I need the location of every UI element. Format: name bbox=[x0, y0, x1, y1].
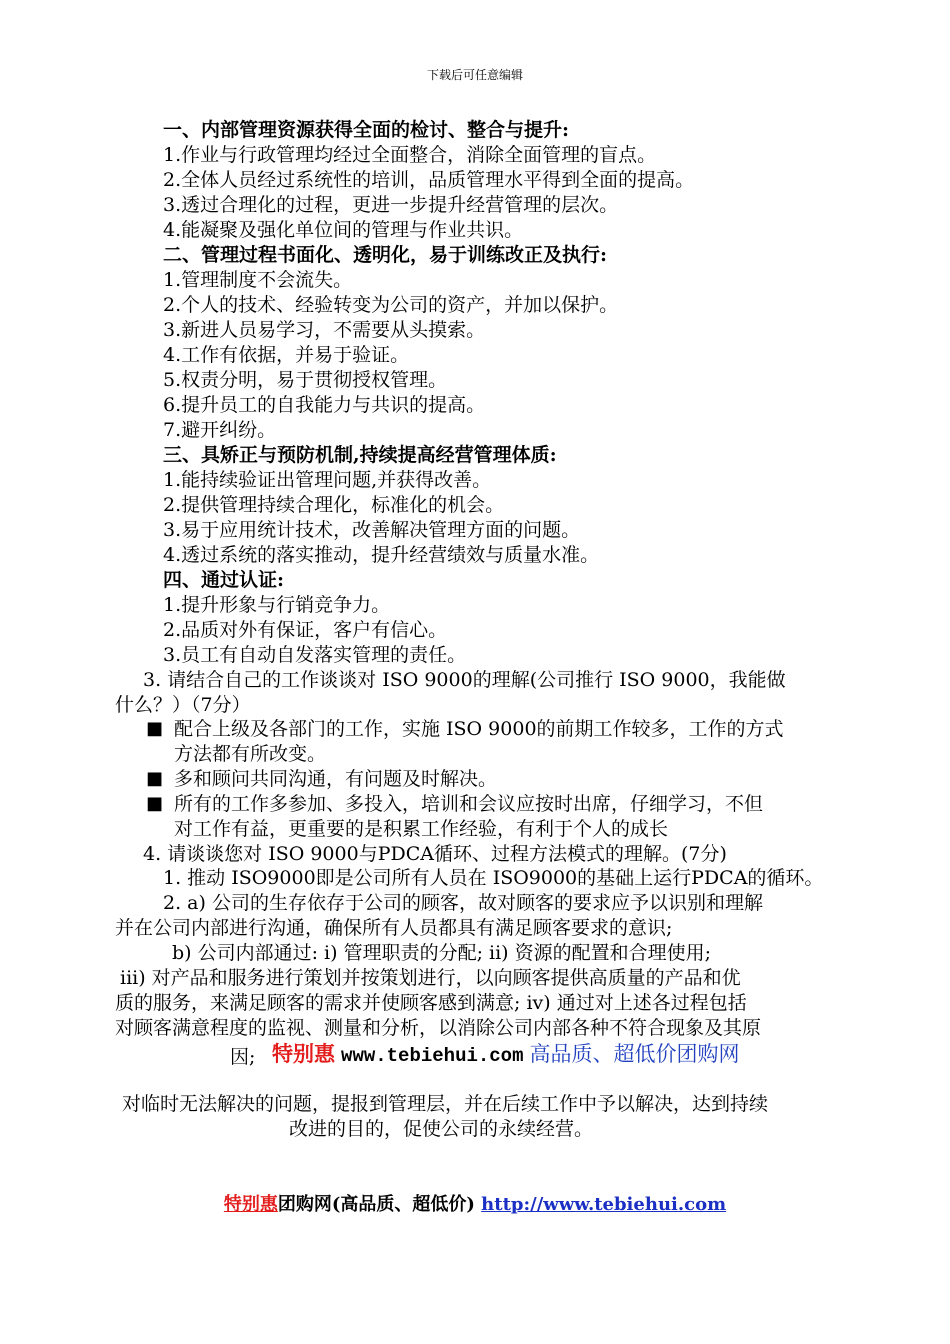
question4-paragraph: 因; bbox=[230, 1046, 256, 1068]
question4-paragraph: 质的服务，来满足顾客的需求并使顾客感到满意; iv) 通过对上述各过程包括 bbox=[115, 992, 747, 1014]
banner-url[interactable]: www.tebiehui.com bbox=[341, 1045, 524, 1067]
question4-paragraph: 并在公司内部进行沟通，确保所有人员都具有满足顾客要求的意识; bbox=[115, 917, 673, 939]
question3-bullet-text: 方法都有所改变。 bbox=[174, 743, 327, 765]
question4-paragraph: 1. 推动 ISO9000即是公司所有人员在 ISO9000的基础上运行PDCA的循环。 bbox=[163, 867, 824, 889]
question3-line1: 3. 请结合自己的工作谈谈对 ISO 9000的理解(公司推行 ISO 9000，我能做 bbox=[143, 669, 786, 691]
page-header: 下载后可任意编辑 bbox=[426, 68, 523, 82]
question4-paragraph: 对临时无法解决的问题，提报到管理层，并在后续工作中予以解决，达到持续 bbox=[122, 1093, 769, 1115]
section1-item: 1.作业与行政管理均经过全面整合，消除全面管理的盲点。 bbox=[163, 144, 657, 166]
section4-item: 2.品质对外有保证，客户有信心。 bbox=[163, 619, 448, 641]
footer bbox=[0, 1190, 950, 1216]
bullet-square-icon: ■ bbox=[146, 768, 164, 789]
section2-item: 4.工作有依据，并易于验证。 bbox=[163, 344, 410, 366]
section2-item: 2.个人的技术、经验转变为公司的资产，并加以保护。 bbox=[163, 294, 619, 316]
bullet-square-icon: ■ bbox=[146, 793, 164, 814]
section2-item: 1.管理制度不会流失。 bbox=[163, 269, 353, 291]
footer-brand[interactable]: 特别惠 bbox=[223, 1194, 278, 1215]
section4-title: 四、通过认证: bbox=[163, 569, 285, 591]
question4-paragraph: b) 公司内部通过: i) 管理职责的分配; ii) 资源的配置和合理使用; bbox=[172, 942, 712, 964]
question4-paragraph: 对顾客满意程度的监视、测量和分析，以消除公司内部各种不符合现象及其原 bbox=[115, 1017, 762, 1039]
section1-item: 4.能凝聚及强化单位间的管理与作业共识。 bbox=[163, 219, 524, 241]
section4-item: 3.员工有自动自发落实管理的责任。 bbox=[163, 644, 467, 666]
section3-item: 3.易于应用统计技术，改善解决管理方面的问题。 bbox=[163, 519, 581, 541]
section4-item: 1.提升形象与行销竞争力。 bbox=[163, 594, 391, 616]
banner-slogan: 高品质、超低价团购网 bbox=[529, 1042, 740, 1066]
footer-text: 团购网(高品质、超低价) bbox=[277, 1194, 482, 1215]
question3-bullet-text: 配合上级及各部门的工作，实施 ISO 9000的前期工作较多，工作的方式 bbox=[174, 718, 784, 740]
ad-banner bbox=[272, 1042, 740, 1068]
section2-item: 6.提升员工的自我能力与共识的提高。 bbox=[163, 394, 486, 416]
question3-line2: 什么？）（7分） bbox=[115, 694, 251, 716]
section3-item: 2.提供管理持续合理化，标准化的机会。 bbox=[163, 494, 505, 516]
section2-item: 3.新进人员易学习，不需要从头摸索。 bbox=[163, 319, 486, 341]
section1-item: 3.透过合理化的过程，更进一步提升经营管理的层次。 bbox=[163, 194, 619, 216]
question3-bullet-text: 对工作有益，更重要的是积累工作经验，有利于个人的成长 bbox=[174, 818, 669, 840]
question4-title: 4. 请谈谈您对 ISO 9000与PDCA循环、过程方法模式的理解。(7分) bbox=[143, 843, 727, 865]
question4-paragraph: iii) 对产品和服务进行策划并按策划进行，以向顾客提供高质量的产品和优 bbox=[120, 967, 741, 989]
section3-title: 三、具矫正与预防机制,持续提高经营管理体质: bbox=[163, 444, 557, 466]
section1-title: 一、内部管理资源获得全面的检讨、整合与提升: bbox=[163, 119, 570, 141]
question3-bullet-text: 多和顾问共同沟通，有问题及时解决。 bbox=[174, 768, 498, 790]
question4-paragraph: 改进的目的，促使公司的永续经营。 bbox=[289, 1118, 594, 1140]
question4-paragraph: 2. a) 公司的生存依存于公司的顾客，故对顾客的要求应予以识别和理解 bbox=[163, 892, 763, 914]
section3-item: 4.透过系统的落实推动，提升经营绩效与质量水准。 bbox=[163, 544, 600, 566]
section2-title: 二、管理过程书面化、透明化，易于训练改正及执行: bbox=[163, 244, 608, 266]
section3-item: 1.能持续验证出管理问题,并获得改善。 bbox=[163, 469, 492, 491]
section1-item: 2.全体人员经过系统性的培训，品质管理水平得到全面的提高。 bbox=[163, 169, 695, 191]
bullet-square-icon: ■ bbox=[146, 718, 164, 739]
footer-link[interactable]: http://www.tebiehui.com bbox=[481, 1194, 727, 1215]
section2-item: 5.权责分明，易于贯彻授权管理。 bbox=[163, 369, 448, 391]
section2-item: 7.避开纠纷。 bbox=[163, 419, 277, 441]
question3-bullet-text: 所有的工作多参加、多投入，培训和会议应按时出席，仔细学习，不但 bbox=[174, 793, 764, 815]
banner-brand: 特别惠 bbox=[272, 1042, 335, 1066]
